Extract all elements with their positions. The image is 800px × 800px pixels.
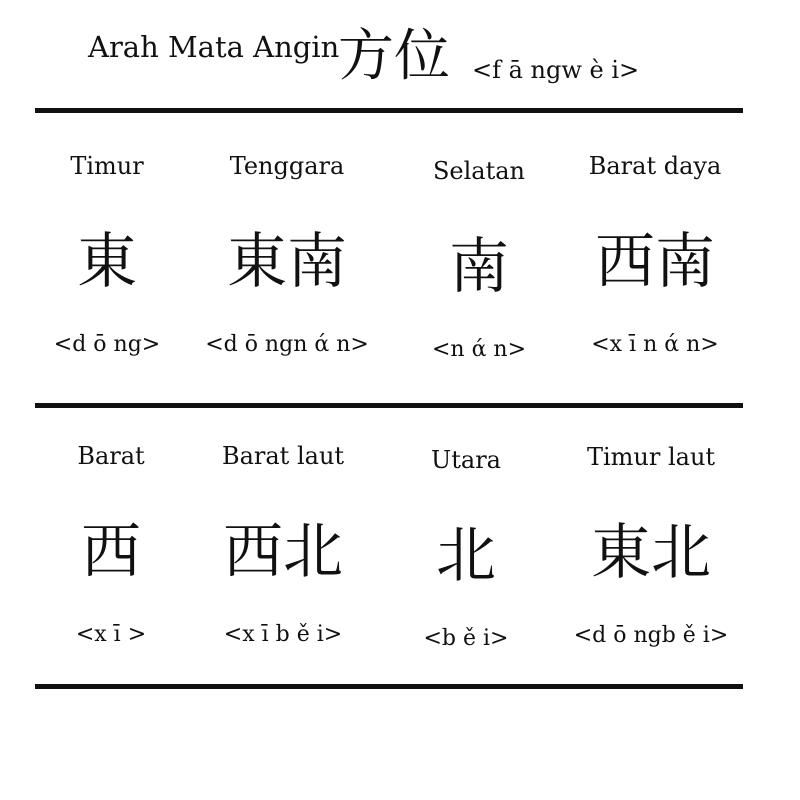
direction-cell-utara xyxy=(371,446,561,651)
divider-top xyxy=(35,108,743,113)
direction-label: Timur xyxy=(70,152,144,180)
divider-bottom xyxy=(35,684,743,689)
direction-label: Barat laut xyxy=(221,442,345,470)
direction-pinyin: <d ō ng> xyxy=(53,332,161,357)
direction-pinyin: <x ī > xyxy=(75,622,147,647)
direction-han: 東北 xyxy=(591,518,711,588)
direction-pinyin: <b ě i> xyxy=(423,626,509,651)
direction-han: 西南 xyxy=(595,227,715,297)
title-chinese: 方位 xyxy=(338,24,450,89)
direction-pinyin: <d ō ngb ě i> xyxy=(573,623,729,648)
direction-han: 西北 xyxy=(223,517,343,587)
direction-han: 東 xyxy=(77,227,137,297)
direction-label: Barat xyxy=(77,442,145,470)
direction-cell-selatan xyxy=(384,157,574,362)
direction-cell-barat-daya xyxy=(560,152,750,357)
direction-cell-timur xyxy=(12,152,202,357)
direction-han: 南 xyxy=(449,232,509,302)
direction-cell-timur-laut xyxy=(556,443,746,648)
direction-pinyin: <n ά n> xyxy=(431,337,527,362)
direction-label: Timur laut xyxy=(586,443,716,471)
direction-pinyin: <x ī b ě i> xyxy=(223,622,343,647)
divider-middle xyxy=(35,403,743,408)
direction-cell-barat-laut xyxy=(188,442,378,647)
direction-label: Selatan xyxy=(432,157,526,185)
direction-label: Tenggara xyxy=(229,152,345,180)
title-indonesian: Arah Mata Angin xyxy=(88,30,340,64)
direction-label: Utara xyxy=(431,446,501,474)
direction-cell-tenggara xyxy=(192,152,382,357)
direction-pinyin: <d ō ngn ά n> xyxy=(205,332,369,357)
direction-han: 東南 xyxy=(227,227,347,297)
direction-han: 西 xyxy=(81,517,141,587)
title-pinyin: <f ā ngw è i> xyxy=(472,56,640,84)
direction-label: Barat daya xyxy=(588,152,722,180)
direction-cell-barat xyxy=(16,442,206,647)
direction-han: 北 xyxy=(436,521,496,591)
direction-pinyin: <x ī n ά n> xyxy=(591,332,719,357)
